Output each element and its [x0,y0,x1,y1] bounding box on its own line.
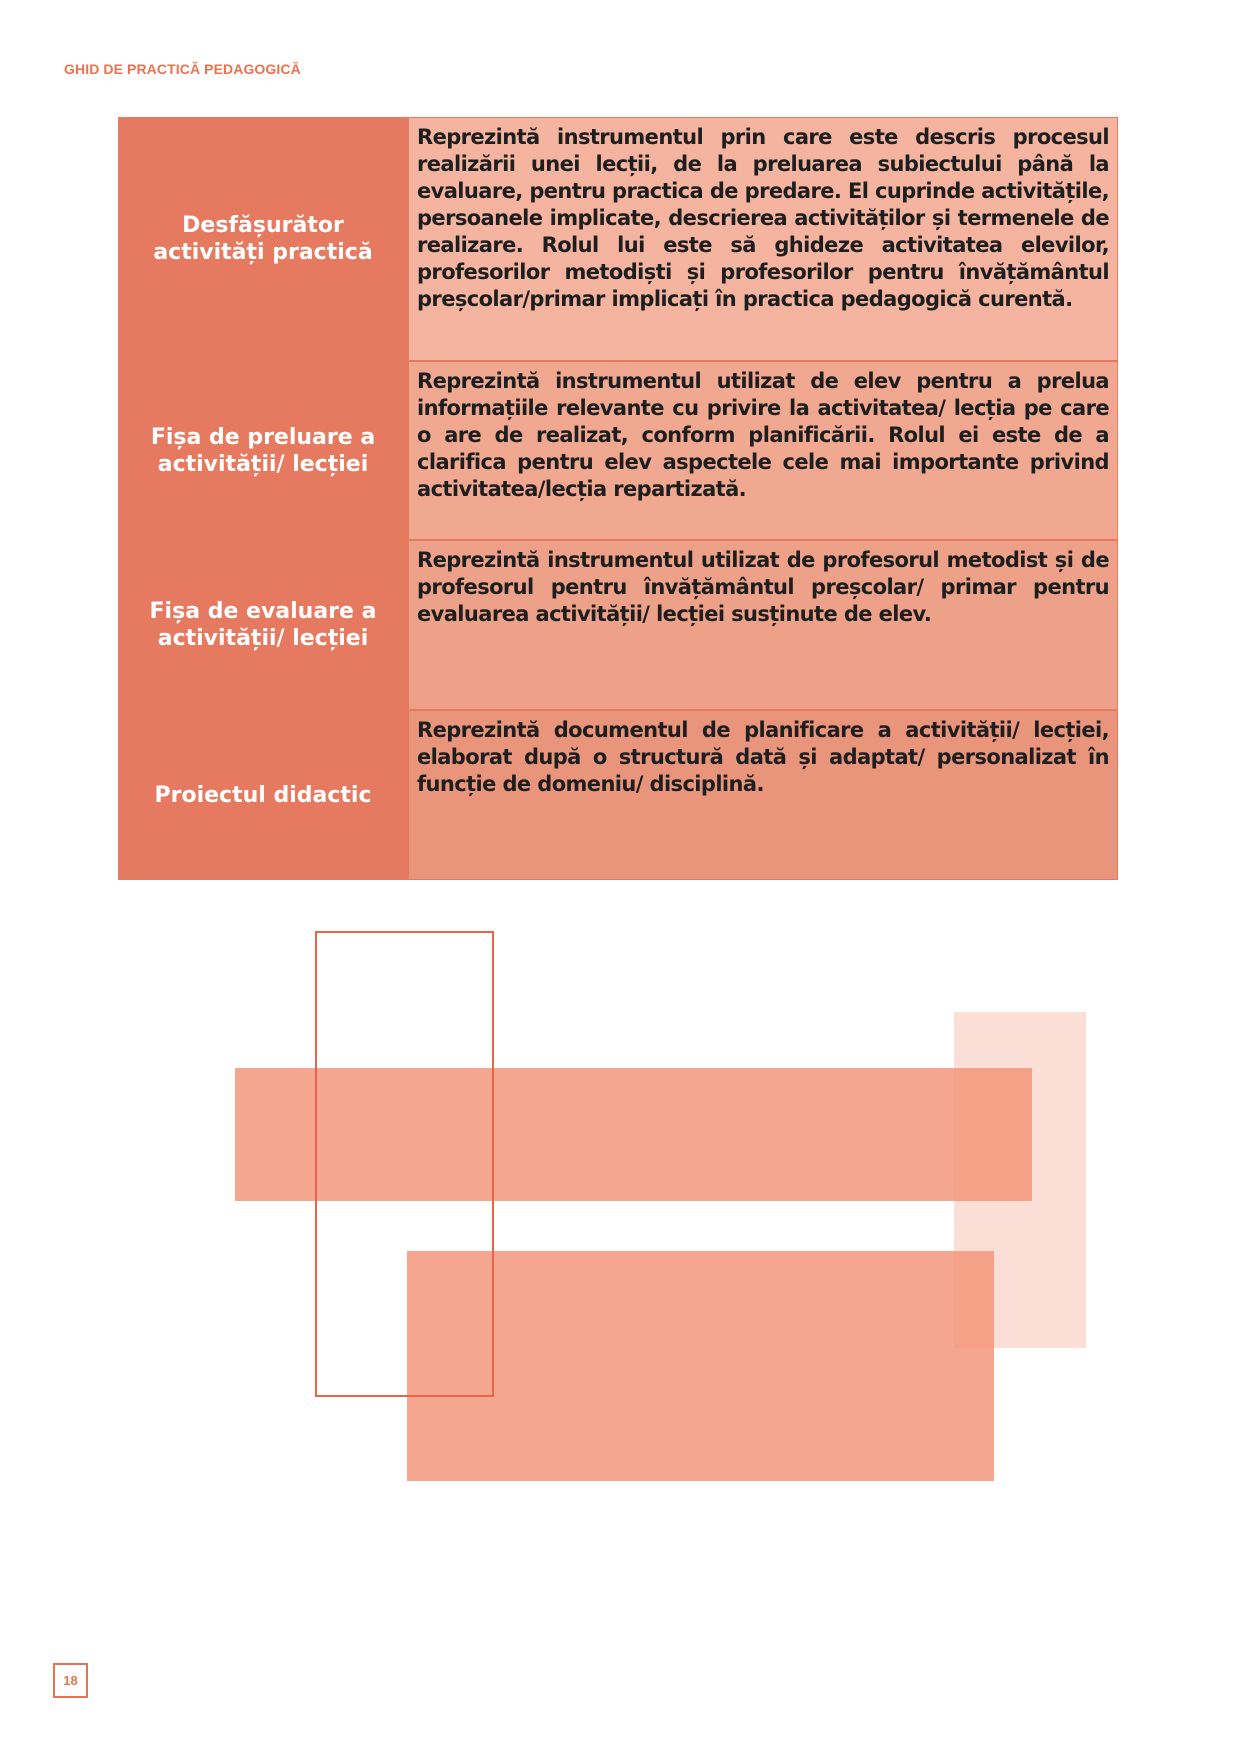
page-number: 18 [53,1663,88,1698]
term-cell: Desfășurător activități practică [118,117,408,361]
decorative-bottom-block [407,1251,994,1481]
description-cell: Reprezintă instrumentul utilizat de elev pentru a prelua informațiile relevante cu privire la activitatea/ lecția pe care o are de realizat, conform planificării. Rolul ei este de a clarifica pentru elev aspectele cele mai importante privind activitatea/lecția repartizată. [408,361,1118,540]
description-cell: Reprezintă instrumentul prin care este descris procesul realizării unei lecții, de la preluarea subiectului până la evaluare, pentru practica de predare. El cuprinde activitățile, persoanele implicate, descrierea activităților și termenele de realizare. Rolul lui este să ghideze activitatea elevilor, profesorilor metodiști și profesorilor pentru învățământul preșcolar/primar implicați în practica pedagogică curentă. [408,117,1118,361]
decorative-outline-rectangle [315,931,494,1397]
definitions-table [118,117,1118,880]
description-cell: Reprezintă instrumentul utilizat de profesorul metodist și de profesorul pentru învățământul preșcolar/ primar pentru evaluarea activității/ lecției susținute de elev. [408,540,1118,710]
table-row [118,361,1118,540]
description-cell: Reprezintă documentul de planificare a activității/ lecției, elaborat după o structură dată și adaptat/ personalizat în funcție de domeniu/ disciplină. [408,710,1118,880]
term-cell: Fișa de evaluare a activității/ lecției [118,540,408,710]
table-row [118,710,1118,880]
running-header: GHID DE PRACTICĂ PEDAGOGICĂ [64,61,301,77]
table-row [118,117,1118,361]
term-cell: Proiectul didactic [118,710,408,880]
term-cell: Fișa de preluare a activității/ lecției [118,361,408,540]
table-row [118,540,1118,710]
